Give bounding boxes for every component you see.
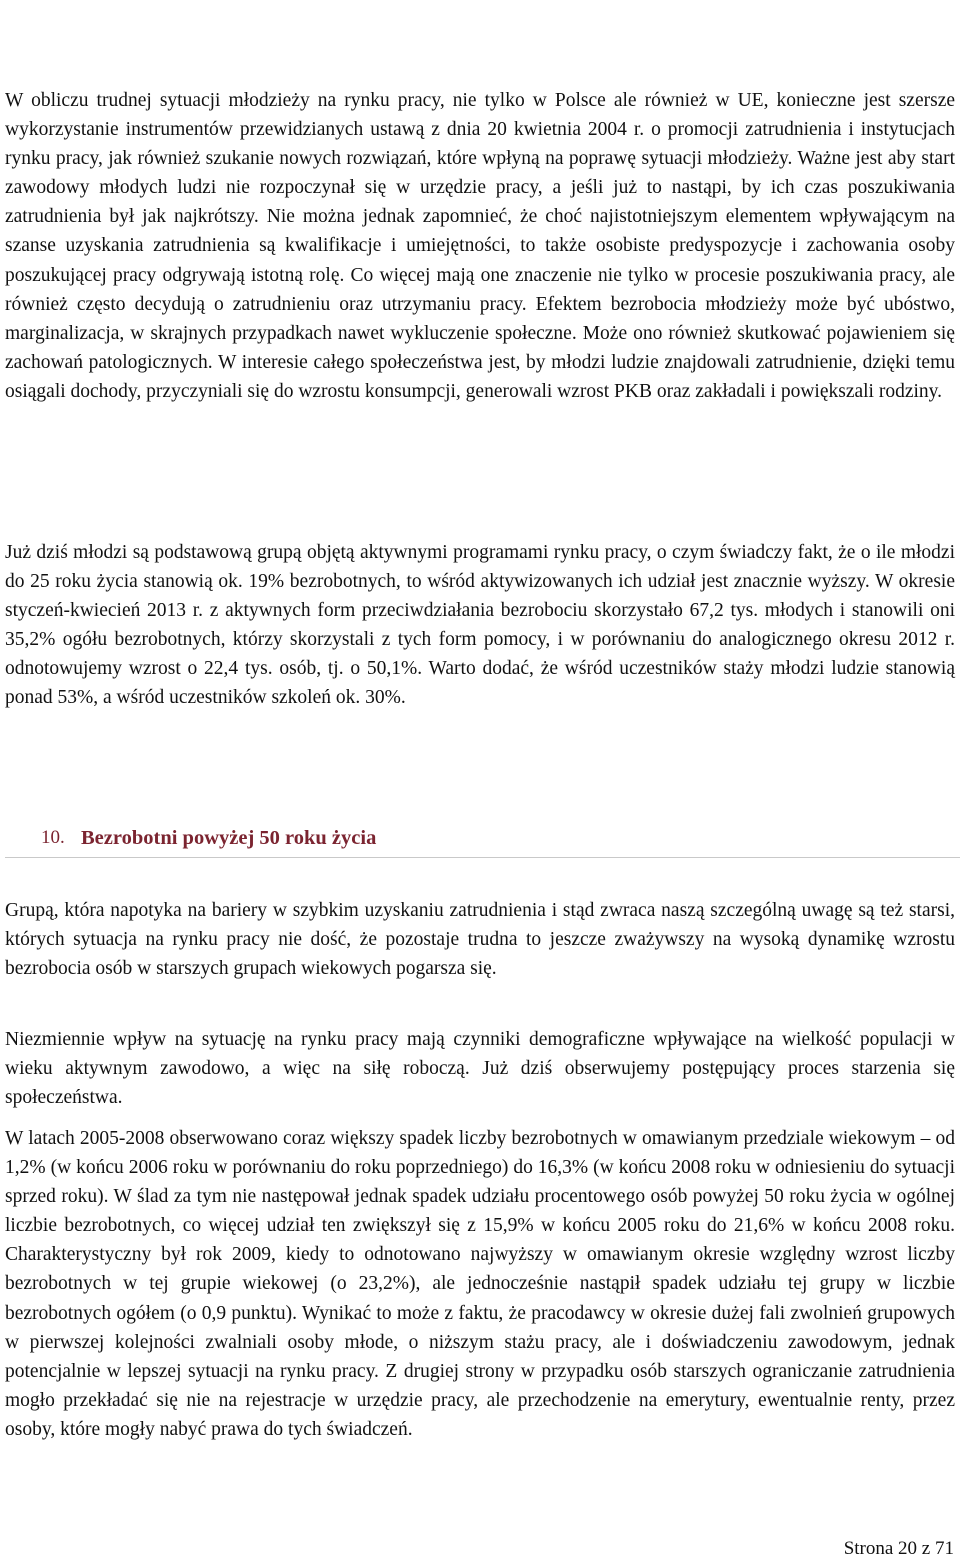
- paragraph-youth-situation: W obliczu trudnej sytuacji młodzieży na rynku pracy, nie tylko w Polsce ale również w UE, konieczne jest szersze wykorzystanie instrumentów przewidzianych ustawą z dnia 20 kwietnia 2004 r. o promocji zatrudnienia i instytucjach rynku pracy, jak również szukanie nowych rozwiązań, które wpłyną na poprawę sytuacji młodzieży. Ważne jest aby start zawodowy młodych ludzi nie rozpoczynał się w urzędzie pracy, a jeśli już to nastąpi, by ich czas poszukiwania zatrudnienia był jak najkrótszy. Nie można jednak zapomnieć, że choć najistotniejszym elementem wpływającym na szanse uzyskania zatrudnienia są kwalifikacje i umiejętności, to także osobiste predyspozycje i zachowania osoby poszukującej pracy odgrywają istotną rolę. Co więcej mają one znaczenie nie tylko w procesie poszukiwania pracy, ale również często decydują o zatrudnieniu oraz utrzymaniu pracy. Efektem bezrobocia młodzieży może być ubóstwo, marginalizacja, w skrajnych przypadkach nawet wykluczenie społeczne. Może ono również skutkować pojawieniem się zachowań patologicznych. W interesie całego społeczeństwa jest, by młodzi ludzie znajdowali zatrudnienie, dzięki temu osiągali dochody, przyczyniali się do wzrostu konsumpcji, generowali wzrost PKB oraz zakładali i powiększali rodziny.: [5, 90, 955, 402]
- paragraph-demographics: Niezmiennie wpływ na sytuację na rynku pracy mają czynniki demograficzne wpływające na wielkość populacji w wieku aktywnym zawodowo, a więc na siłę roboczą. Już dziś obserwujemy postępujący proces starzenia się społeczeństwa.: [5, 1029, 955, 1109]
- section-heading: [5, 823, 960, 858]
- page-number: Strona 20 z 71: [843, 1538, 954, 1559]
- paragraph-older-barriers: Grupą, która napotyka na bariery w szybkim uzyskaniu zatrudnienia i stąd zwraca naszą szczególną uwagę są też starsi, których sytuacja na rynku pracy nie dość, że pozostaje trudna to jeszcze zważywszy na wysoką dynamikę wzrostu bezrobocia osób w starszych grupach wiekowych pogarsza się.: [5, 900, 955, 980]
- paragraph-statistics-2005-2009: W latach 2005-2008 obserwowano coraz większy spadek liczby bezrobotnych w omawianym przedziale wiekowym – od 1,2% (w końcu 2006 roku w porównaniu do roku poprzedniego) do 16,3% (w końcu 2008 roku w odniesieniu do sytuacji sprzed roku). W ślad za tym nie następował jednak spadek udziału procentowego osób powyżej 50 roku życia w ogólnej liczbie bezrobotnych, co więcej udział ten zwiększył się z 15,9% w końcu 2005 roku do 21,6% w końcu 2008 roku. Charakterystyczny był rok 2009, kiedy to odnotowano najwyższy w omawianym okresie względny wzrost liczby bezrobotnych w tej grupie wiekowej (o 23,2%), ale jednocześnie nastąpił spadek udziału tej grupy w liczbie bezrobotnych ogółem (o 0,9 punktu). Wynikać to może z faktu, że pracodawcy w okresie dużej fali zwolnień grupowych w pierwszej kolejności zwalniali osoby młode, o niższym stażu pracy, ale i doświadczeniu zawodowym, jednak potencjalnie w lepszej sytuacji na rynku pracy. Z drugiej strony w przypadku osób starszych ograniczanie zatrudnienia mogło przekładać się nie na rejestracje w urzędzie pracy, ale przechodzenie na emerytury, ewentualnie renty, przez osoby, które mogły nabyć prawa do tych świadczeń.: [5, 1128, 955, 1440]
- section-title: Bezrobotni powyżej 50 roku życia: [81, 827, 377, 849]
- paragraph-youth-programs: Już dziś młodzi są podstawową grupą objętą aktywnymi programami rynku pracy, o czym świadczy fakt, że o ile młodzi do 25 roku życia stanowią ok. 19% bezrobotnych, to wśród aktywizowanych ich udział jest znacznie wyższy. W okresie styczeń-kwiecień 2013 r. z aktywnych form przeciwdziałania bezrobociu skorzystało 67,2 tys. młodych i stanowili oni 35,2% ogółu bezrobotnych, którzy skorzystali z tych form pomocy, i w porównaniu do analogicznego okresu 2012 r. odnotowujemy wzrost o 22,4 tys. osób, tj. o 50,1%. Warto dodać, że wśród uczestników staży młodzi ludzie stanowią ponad 53%, a wśród uczestników szkoleń ok. 30%.: [5, 542, 955, 709]
- section-number: 10.: [41, 827, 65, 848]
